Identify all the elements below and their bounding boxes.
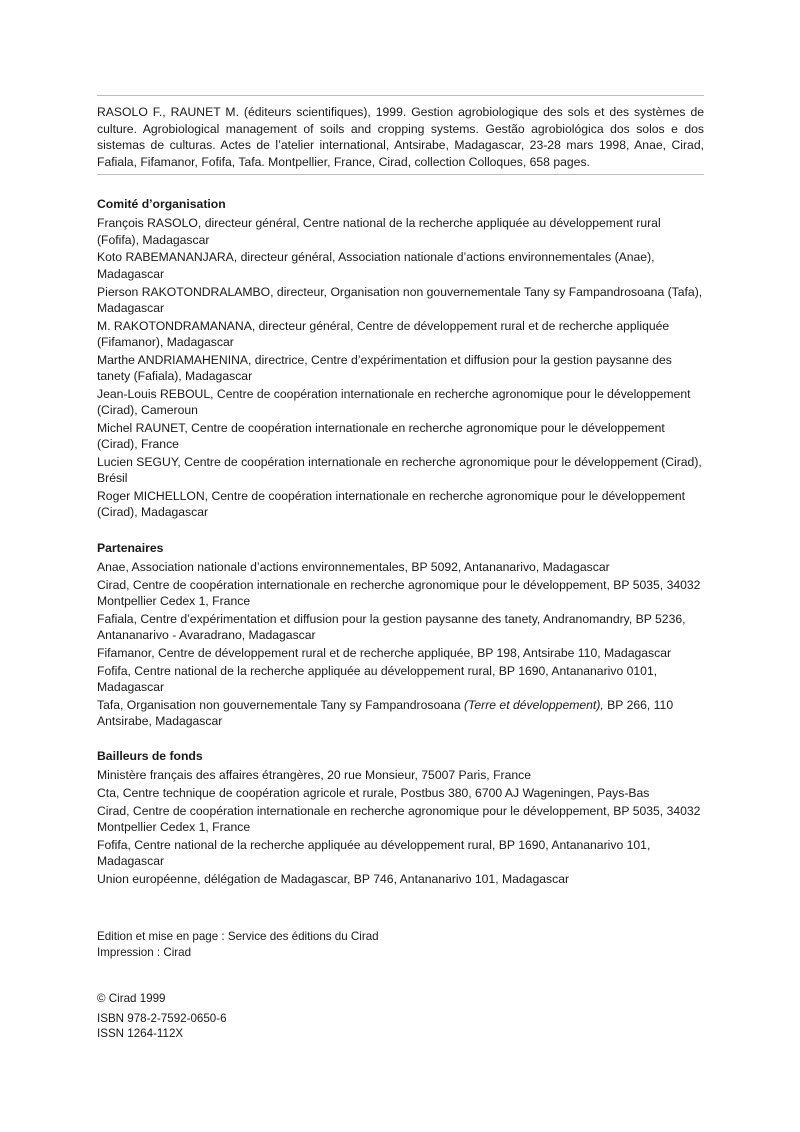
partner-entry-tafa bbox=[97, 697, 704, 730]
organisation-entry: Koto RABEMANANJARA, directeur général, Association nationale d’actions environnementales (Anae), Madagascar bbox=[97, 250, 655, 281]
partners-section bbox=[97, 540, 704, 729]
production-credits bbox=[97, 929, 379, 960]
funder-entry: Fofifa, Centre national de la recherche appliquée au développement rural, BP 1690, Antananarivo 101, Madagascar bbox=[97, 837, 651, 869]
organisation-section bbox=[97, 196, 704, 520]
tafa-text-start: Tafa, Organisation non gouvernementale Tany sy Fampandrosoana bbox=[97, 697, 464, 712]
organisation-entry: Marthe ANDRIAMAHENINA, directrice, Centre d’expérimentation et diffusion pour la gestion paysanne des tanety (Fafiala), Madagascar bbox=[97, 352, 672, 384]
organisation-heading: Comité d’organisation bbox=[97, 197, 226, 212]
organisation-entry: M. RAKOTONDRAMANANA, directeur général, Centre de développement rural et de recherche appliquée (Fifamanor), Madagascar bbox=[97, 318, 670, 349]
citation-text: RASOLO F., RAUNET M. (éditeurs scientifiques), 1999. Gestion agrobiologique des sols et des systèmes de culture. Agrobiological management of soils and cropping systems. Gestão agrobiológica dos solos e dos sistemas de culturas. Actes de l’atelier international, Antsirabe, Madagascar, 23-28 mars 1998, Anae, Cirad, Fafiala, Fifamanor, Fofifa, Tafa. Montpellier, France, Cirad, collection Colloques, 658 pages. bbox=[97, 105, 704, 169]
organisation-entry: François RASOLO, directeur général, Centre national de la recherche appliquée au développement rural (Fofifa), Madagascar bbox=[97, 216, 661, 247]
partners-heading: Partenaires bbox=[97, 540, 164, 555]
isbn-number: ISBN 978-2-7592-0650-6 bbox=[97, 1011, 227, 1025]
copyright-notice: © Cirad 1999 bbox=[97, 992, 166, 1005]
funder-entry: Cta, Centre technique de coopération agricole et rurale, Postbus 380, 6700 AJ Wageningen, Pays-Bas bbox=[97, 785, 650, 800]
organisation-entry: Roger MICHELLON, Centre de coopération internationale en recherche agronomique pour le développement (Cirad), Madagascar bbox=[97, 489, 686, 520]
issn-number: ISSN 1264-112X bbox=[97, 1027, 184, 1041]
partner-entry: Fafiala, Centre d’expérimentation et diffusion pour la gestion paysanne des tanety, Andranomandry, BP 5236, Antananarivo - Avaradrano, Madagascar bbox=[97, 611, 686, 642]
funder-entry: Cirad, Centre de coopération internationale en recherche agronomique pour le développement, BP 5035, 34032 Montpellier Cedex 1, France bbox=[97, 803, 701, 835]
printing-credit: Impression : Cirad bbox=[97, 945, 192, 959]
partner-entry: Fofifa, Centre national de la recherche appliquée au développement rural, BP 1690, Antananarivo 0101, Madagascar bbox=[97, 663, 658, 694]
tafa-text-end: BP 266, 110 Antsirabe, Madagascar bbox=[97, 697, 674, 728]
bottom-rule bbox=[97, 174, 704, 175]
document-page bbox=[97, 95, 704, 889]
organisation-entry: Lucien SEGUY, Centre de coopération internationale en recherche agronomique pour le développement (Cirad), Brésil bbox=[97, 455, 702, 486]
edition-credit: Edition et mise en page : Service des éditions du Cirad bbox=[97, 930, 379, 943]
funder-entry: Ministère français des affaires étrangères, 20 rue Monsieur, 75007 Paris, France bbox=[97, 768, 532, 783]
funders-section bbox=[97, 748, 704, 887]
organisation-entry: Michel RAUNET, Centre de coopération internationale en recherche agronomique pour le développement (Cirad), France bbox=[97, 420, 665, 452]
partner-entry: Cirad, Centre de coopération internationale en recherche agronomique pour le développement, BP 5035, 34032 Montpellier Cedex 1, France bbox=[97, 577, 701, 608]
copyright-block bbox=[97, 991, 227, 1042]
partner-entry: Anae, Association nationale d’actions environnementales, BP 5092, Antananarivo, Madagascar bbox=[97, 559, 610, 574]
funder-entry: Union européenne, délégation de Madagascar, BP 746, Antananarivo 101, Madagascar bbox=[97, 871, 570, 886]
top-rule bbox=[97, 95, 704, 96]
funders-heading: Bailleurs de fonds bbox=[97, 749, 203, 764]
organisation-entry: Pierson RAKOTONDRALAMBO, directeur, Organisation non gouvernementale Tany sy Fampandrosoana (Tafa), Madagascar bbox=[97, 284, 703, 315]
partner-entry: Fifamanor, Centre de développement rural et de recherche appliquée, BP 198, Antsirabe 110, Madagascar bbox=[97, 645, 672, 660]
tafa-italic-note: (Terre et développement), bbox=[463, 697, 604, 712]
organisation-entry: Jean-Louis REBOUL, Centre de coopération internationale en recherche agronomique pour le développement (Cirad), Cameroun bbox=[97, 386, 691, 418]
